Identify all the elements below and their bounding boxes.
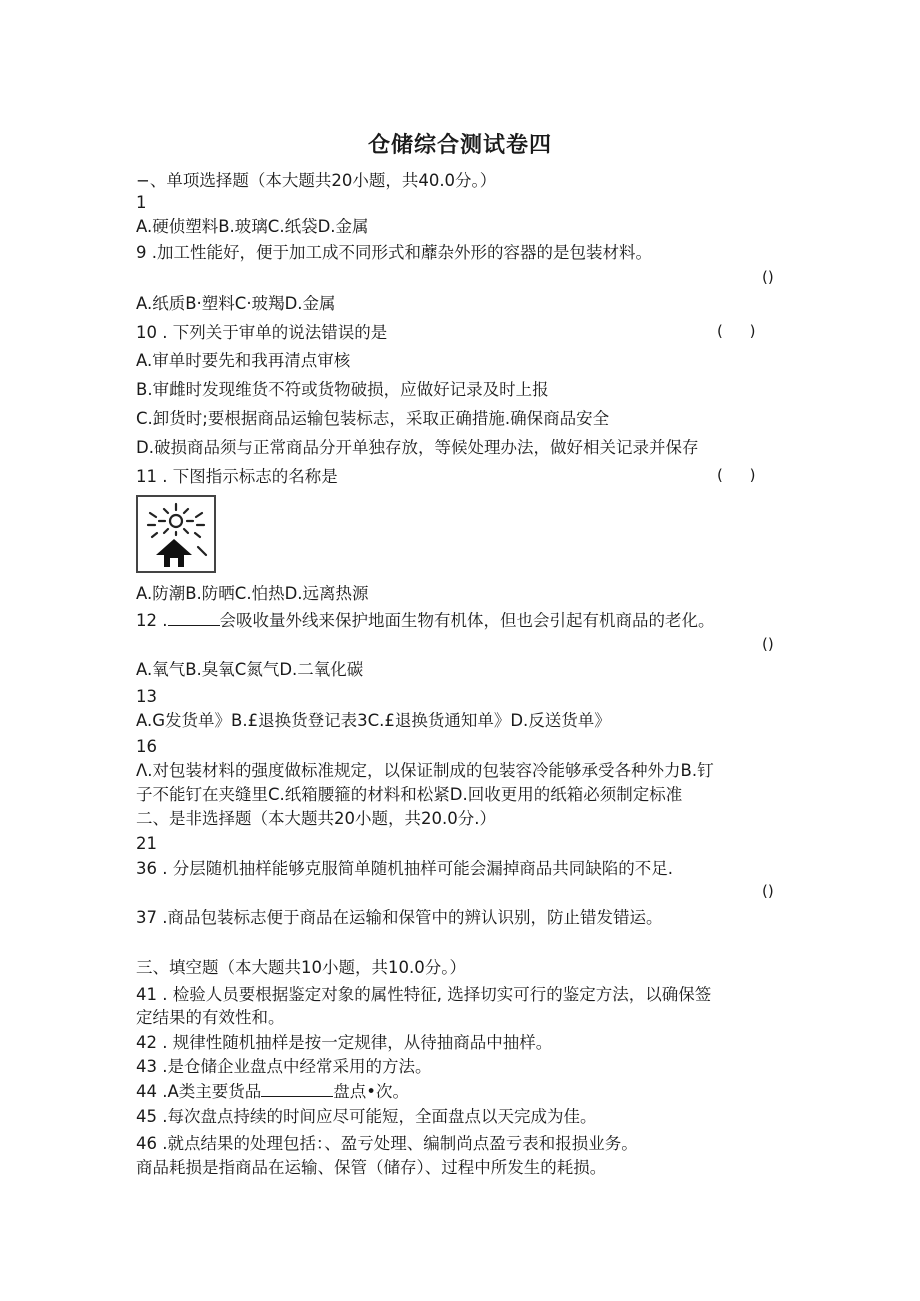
answer-parentheses: ( ) — [717, 466, 756, 484]
question-text: 37 .商品包装标志便于商品在运输和保管中的辨认识别，防止错发错运。 — [136, 908, 663, 927]
question-text: 12 . 会吸收量外线来保护地面生物有机体，但也会引起有机商品的老化。 — [136, 611, 715, 630]
question-text: 42 . 规律性随机抽样是按一定规律，从待抽商品中抽样。 — [136, 1033, 553, 1052]
answer-parentheses: () — [762, 882, 774, 900]
question-text: 子不能钉在夹缝里C.纸箱腰箍的材料和松紧D.回收更用的纸箱必须制定标准 — [136, 785, 683, 804]
question-option: A.审单时要先和我再清点审核 — [136, 351, 351, 370]
question-text: Λ.对包装材料的强度做标准规定，以保证制成的包装容冷能够承受各种外力B.钉 — [136, 761, 714, 780]
answer-parentheses: () — [762, 635, 774, 653]
question-text: 定结果的有效性和。 — [136, 1008, 285, 1027]
question-text: 44 .A类主要货品 盘点•次。 — [136, 1082, 410, 1101]
question-number: 1 — [136, 193, 147, 212]
question-option: D.破损商品须与正常商品分开单独存放，等候处理办法，做好相关记录并保存 — [136, 438, 699, 457]
question-text: 11 . 下图指示标志的名称是 — [136, 467, 338, 486]
question-text: 10 . 下列关于审单的说法错误的是 — [136, 323, 388, 342]
answer-parentheses: ( ) — [717, 322, 756, 340]
section-3-header: 三、填空题（本大题共10小题，共10.0分。） — [136, 958, 466, 977]
question-options: A.防潮B.防晒C.怕热D.远离热源 — [136, 584, 369, 603]
question-text: 43 .是仓储企业盘点中经常采用的方法。 — [136, 1057, 432, 1076]
sun-protection-sign-icon — [136, 495, 216, 573]
question-text: 46 .就点结果的处理包括：、盈亏处理、编制尚点盈亏表和报损业务。 — [136, 1134, 638, 1153]
section-1-header: −、单项选择题（本大题共20小题，共40.0分。） — [136, 171, 497, 190]
question-text: 45 .每次盘点持续的时间应尽可能短，全面盘点以天完成为佳。 — [136, 1107, 597, 1126]
fill-blank — [261, 1082, 333, 1097]
question-options: A.G发货单》B.£退换货登记表3C.£退换货通知单》D.反送货单》 — [136, 711, 611, 730]
question-options: A.氧气B.臭氧C氮气D.二氧化碳 — [136, 660, 364, 679]
question-number: 16 — [136, 737, 157, 756]
page-title: 仓储综合测试卷四 — [367, 133, 552, 158]
question-text: 9 .加工性能好，便于加工成不同形式和蘼杂外形的容器的是包装材料。 — [136, 243, 652, 262]
question-options: A.纸质B·塑料C·玻羯D.金属 — [136, 294, 336, 313]
question-options: A.硬侦塑料B.玻璃C.纸袋D.金属 — [136, 217, 369, 236]
fill-blank — [168, 611, 220, 626]
section-2-header: 二、是非选择题（本大题共20小题，共20.0分.） — [136, 809, 496, 828]
question-number: 13 — [136, 687, 157, 706]
question-text: 41 . 检验人员要根据鉴定对象的属性特征, 选择切实可行的鉴定方法，以确保签 — [136, 985, 712, 1004]
question-number: 21 — [136, 834, 157, 853]
question-option: B.审雌时发现维货不符或货物破损，应做好记录及时上报 — [136, 380, 549, 399]
question-text: 36 . 分层随机抽样能够克服简单随机抽样可能会漏掉商品共同缺陷的不足. — [136, 859, 673, 878]
answer-parentheses: () — [762, 268, 774, 286]
question-option: C.卸货时;要根据商品运输包装标志，采取正确措施.确保商品安全 — [136, 409, 610, 428]
question-text: 商品耗损是指商品在运输、保管（储存）、过程中所发生的耗损。 — [136, 1158, 607, 1177]
